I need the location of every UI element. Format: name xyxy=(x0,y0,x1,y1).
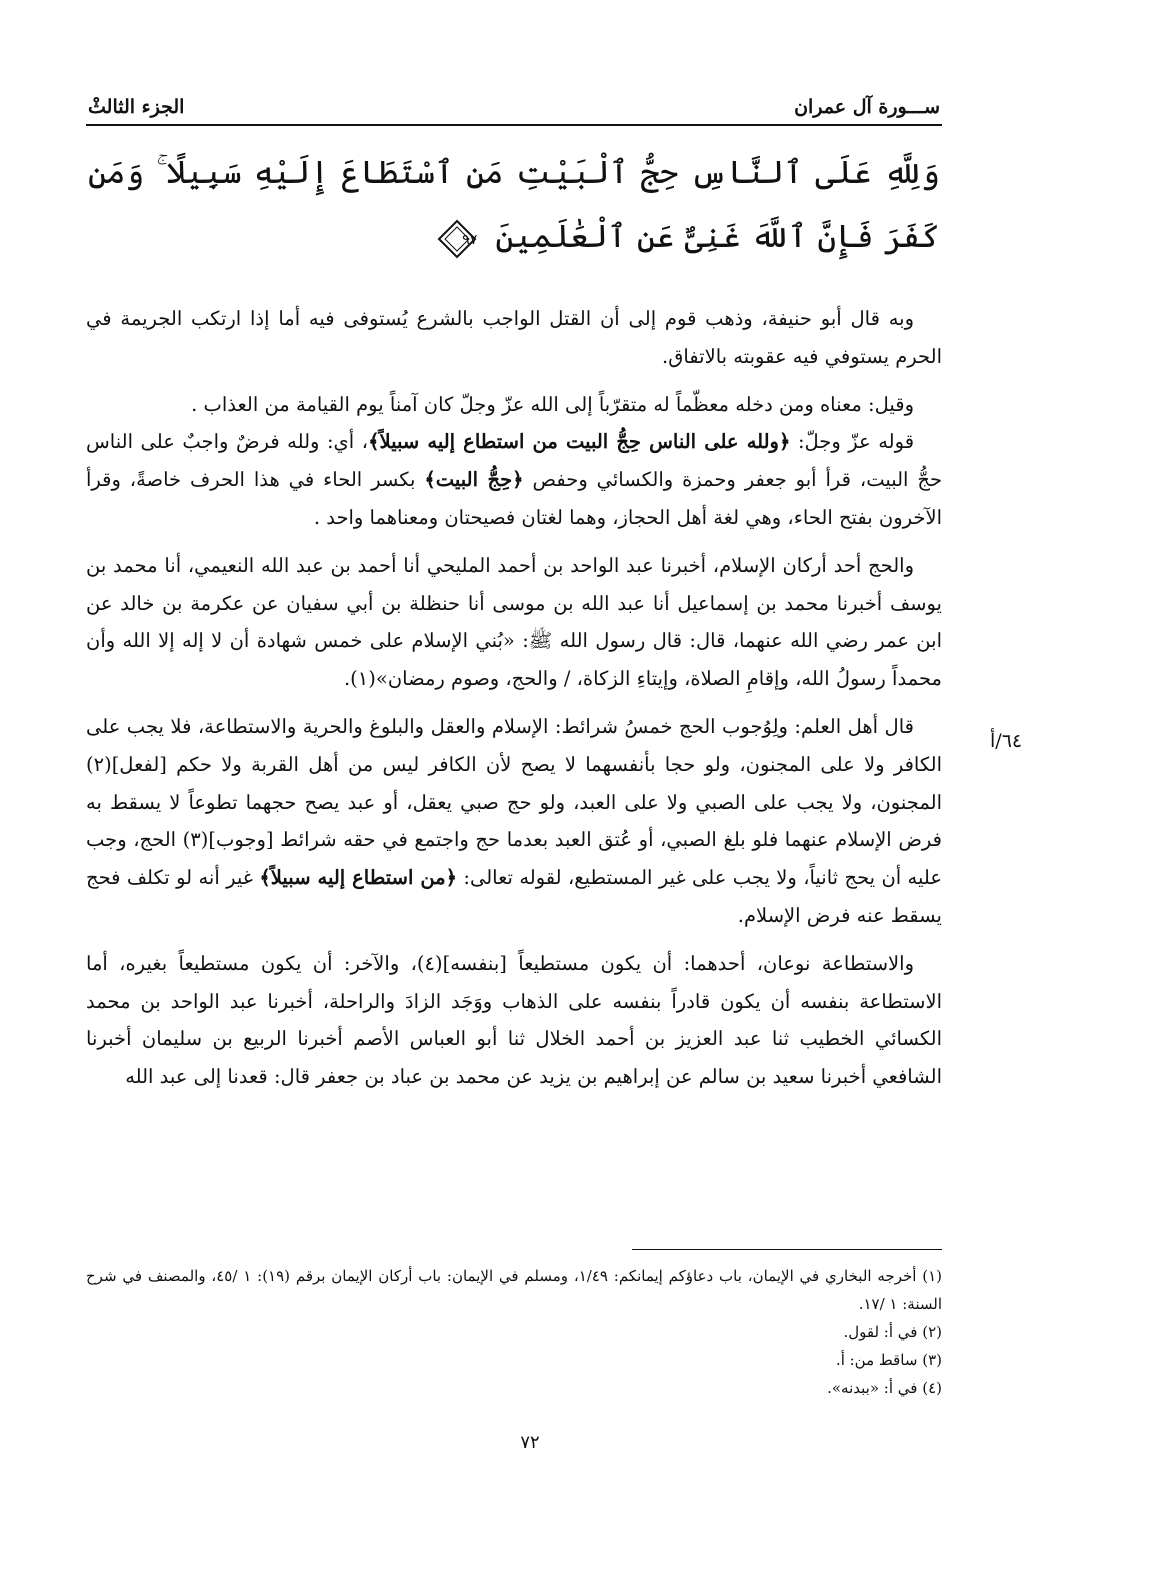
paragraph-3-middle: ، أي: ولله فرضٌ واجبٌ على الناس حجُّ البيت، قرأ أبو جعفر وحمزة والكسائي وحفص xyxy=(86,430,943,492)
quran-verse xyxy=(88,140,940,268)
paragraph-3-intro: قوله عزّ وجلّ: xyxy=(790,430,915,454)
footnote-3: (٣) ساقط من: أ. xyxy=(835,1351,942,1369)
quran-quote: ﴿حِجُّ البيت﴾ xyxy=(424,468,524,492)
manuscript-folio-note: ٦٤/أ xyxy=(990,730,1023,752)
quran-quote: ﴿من استطاع إليه سبيلاً﴾ xyxy=(259,866,458,890)
surah-title: ســـورة آل عمران xyxy=(794,96,940,118)
paragraph-4: والحج أحد أركان الإسلام، أخبرنا عبد الواحد بن أحمد المليحي أنا أحمد بن عبد الله النعيمي، أنا محمد بن يوسف أخبرنا محمد بن إسماعيل أنا عبد الله بن موسى أنا حنظلة بن أبي سفيان عن عكرمة بن خالد عن ابن عمر رضي الله عنهما، قال: قال رسول الله ﷺ: «بُني الإسلام على خمس شهادة أن لا إله إلا الله وأن محمداً رسولُ الله، وإقامِ الصلاة، وإيتاءِ الزكاة، / والحج، وصوم رمضان»(١). xyxy=(86,553,942,691)
header-rule xyxy=(86,124,942,126)
paragraph-5-text: قال أهل العلم: ولِوُجوب الحج خمسُ شرائط: الإسلام والعقل والبلوغ والحرية والاستطاعة، فلا يجب على الكافر ولا على المجنون، ولو حجا بأنفسهما لا يصح لأن الكافر ليس من أهل القربة ولا حكم [لفعل](٢) المجنون، ولا يجب على الصبي ولا على العبد، ولو حج صبي يعقل، أو عبد يصح حجهما تطوعاً لا يسقط به فرض الإسلام عنهما فلو بلغ الصبي، أو عُتق العبد بعدما حج واجتمع في حقه شرائط [وجوب](٣) الحج، وجب عليه أن يحج ثانياً، ولا يجب على غير المستطيع، لقوله تعالى: xyxy=(86,714,943,890)
quran-quote: ﴿ولله على الناس حِجُّ البيت من استطاع إليه سبيلاً﴾ xyxy=(368,430,791,454)
verse-text: وَلِلَّهِ عَلَى ٱلنَّاسِ حِجُّ ٱلْبَيْتِ مَنِ ٱسْتَطَاعَ إِلَيْهِ سَبِيلًا ۚ وَمَن كَفَرَ فَإِنَّ ٱللَّهَ غَنِىٌّ عَنِ ٱلْعَٰلَمِينَ xyxy=(88,153,940,255)
paragraph-5 xyxy=(86,708,942,935)
footnotes xyxy=(86,1262,942,1402)
footnote-4: (٤) في أ: «ببدنه». xyxy=(827,1379,942,1397)
running-header xyxy=(88,78,940,118)
paragraph-3 xyxy=(86,423,942,536)
paragraph-3-end: بكسر الحاء في هذا الحرف خاصةً، وقرأ الآخرون بفتح الحاء، وهي لغة أهل الحجاز، وهما لغتان فصيحتان ومعناهما واحد . xyxy=(86,468,942,529)
footnote-rule xyxy=(632,1249,942,1250)
verse-number-marker xyxy=(437,219,477,259)
page-number: ٧٢ xyxy=(520,1432,540,1453)
verse-number: ٩٧ xyxy=(462,231,478,248)
paragraph-5-end: غير أنه لو تكلف فحج يسقط عنه فرض الإسلام. xyxy=(86,866,942,927)
paragraph-1: وبه قال أبو حنيفة، وذهب قوم إلى أن القتل الواجب بالشرع يُستوفى فيه أما إذا ارتكب الجريمة في الحرم يستوفي فيه عقوبته بالاتفاق. xyxy=(86,307,942,368)
part-title: الجزء الثالثْ xyxy=(88,96,185,118)
commentary-body xyxy=(86,300,942,1096)
footnote-1: (١) أخرجه البخاري في الإيمان، باب دعاؤكم إيمانكم: ١/٤٩، ومسلم في الإيمان: باب أركان الإيمان برقم (١٩): ١ /٤٥، والمصنف في شرح السنة: ١ /١٧. xyxy=(86,1267,943,1313)
paragraph-6: والاستطاعة نوعان، أحدهما: أن يكون مستطيعاً [بنفسه](٤)، والآخر: أن يكون مستطيعاً بغيره، أما الاستطاعة بنفسه أن يكون قادراً بنفسه على الذهاب ووَجَد الزادَ والراحلة، أخبرنا عبد الواحد بن محمد الكسائي الخطيب ثنا عبد العزيز بن أحمد الخلال ثنا أبو العباس الأصم أخبرنا الربيع بن سليمان أخبرنا الشافعي أخبرنا سعيد بن سالم عن إبراهيم بن يزيد عن محمد بن عباد بن جعفر قال: قعدنا إلى عبد الله xyxy=(86,951,942,1089)
footnote-2: (٢) في أ: لقول. xyxy=(843,1323,942,1341)
paragraph-2: وقيل: معناه ومن دخله معظّماً له متقرّباً إلى الله عزّ وجلّ كان آمناً يوم القيامة من العذاب . xyxy=(191,392,914,416)
